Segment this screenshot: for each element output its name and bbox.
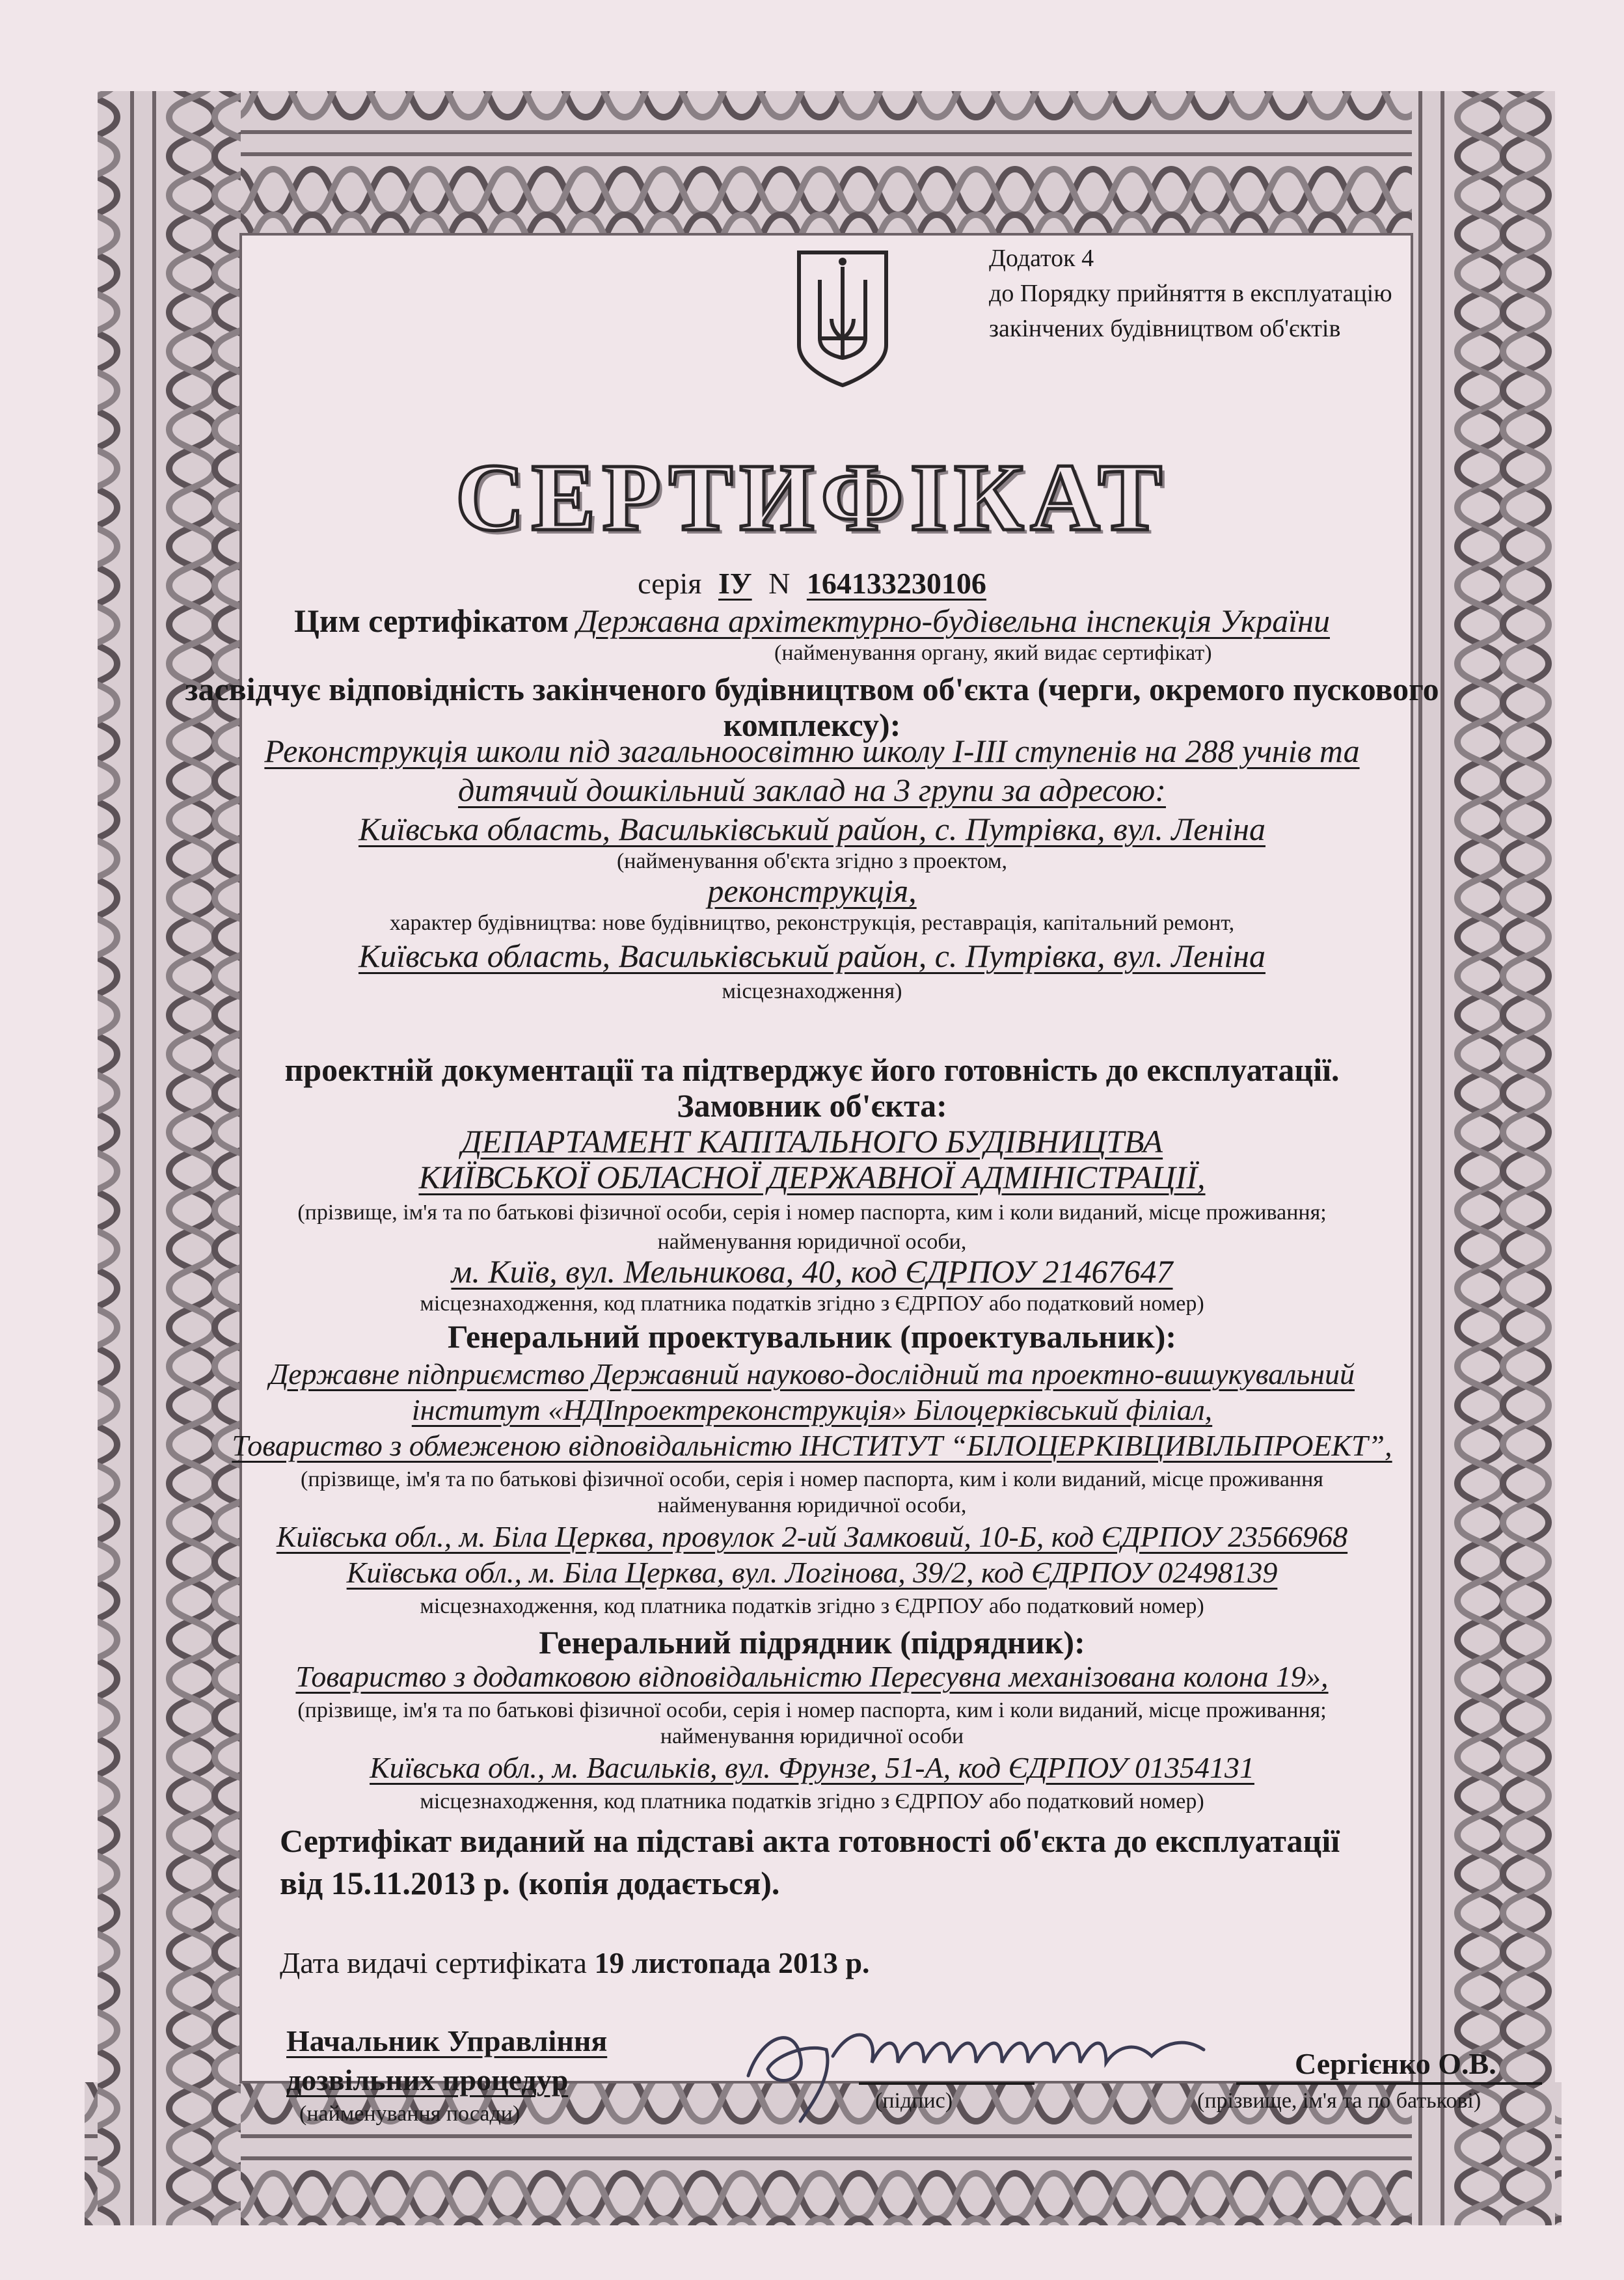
certifies-line-2: комплексу): xyxy=(723,707,901,743)
certificate-title: СЕРТИФІКАТ xyxy=(455,444,1169,551)
issue-date-label: Дата видачі сертифіката xyxy=(280,1946,587,1979)
issuer-name: Державна архітектурно-будівельна інспекція України xyxy=(576,603,1330,639)
certifies-line-1: засвідчує відповідність закінченого будівництвом об'єкта (черги, окремого пускового xyxy=(185,671,1439,707)
customer-heading: Замовник об'єкта: xyxy=(677,1087,947,1124)
designer-name-line-1: Державне підприємство Державний науково-дослідний та проектно-вишукувальний xyxy=(269,1357,1355,1391)
object-name-line-3: Київська область, Васильківський район, с. Путрівка, вул. Леніна xyxy=(359,811,1265,847)
handwritten-signature xyxy=(735,1998,1230,2128)
signer-name: Сергієнко О.В. xyxy=(1295,2047,1496,2080)
annex-line-1: Додаток 4 xyxy=(989,245,1094,272)
conformity-statement: проектній документації та підтверджує його готовність до експлуатації. xyxy=(284,1052,1340,1088)
designer-hint-1: (прізвище, ім'я та по батькові фізичної особи, серія і номер паспорта, ким і коли виданий, місце проживання xyxy=(301,1467,1323,1491)
annex-line-3: закінчених будівництвом об'єктів xyxy=(989,315,1341,342)
series-value: ІУ xyxy=(718,567,752,600)
issuer-hint: (найменування органу, який видає сертифікат) xyxy=(774,641,1212,665)
object-name-hint: (найменування об'єкта згідно з проектом, xyxy=(616,849,1008,873)
designer-heading: Генеральний проектувальник (проектувальник): xyxy=(447,1318,1177,1355)
signature-hint: (підпис) xyxy=(875,2089,953,2113)
position-hint: (найменування посади) xyxy=(299,2102,521,2126)
contractor-name: Товариство з додатковою відповідальністю Пересувна механізована колона 19», xyxy=(295,1660,1329,1693)
annex-note xyxy=(989,241,1392,346)
signer-name-hint: (прізвище, ім'я та по батькові) xyxy=(1197,2089,1482,2113)
series-line xyxy=(0,566,1624,601)
position-line-1: Начальник Управління xyxy=(286,2024,608,2057)
series-label: серія xyxy=(638,567,702,600)
customer-hint-1: (прізвище, ім'я та по батькові фізичної особи, серія і номер паспорта, ким і коли виданий, місце проживання; xyxy=(297,1201,1327,1225)
object-location-hint: місцезнаходження) xyxy=(722,979,902,1003)
issuer-prefix: Цим сертифікатом xyxy=(294,603,569,639)
issuer-line xyxy=(0,602,1624,640)
construction-type: реконструкція, xyxy=(707,873,917,909)
designer-address-hint: місцезнаходження, код платника податків згідно з ЄДРПОУ або податковий номер) xyxy=(420,1594,1204,1618)
designer-name-line-3: Товариство з обмеженою відповідальністю ІНСТИТУТ “БІЛОЦЕРКІВЦИВІЛЬПРОЕКТ”, xyxy=(232,1429,1392,1462)
issue-date-value: 19 листопада 2013 р. xyxy=(594,1946,870,1979)
designer-address-1: Київська обл., м. Біла Церква, провулок 2-ий Замковий, 10-Б, код ЄДРПОУ 23566968 xyxy=(276,1520,1348,1553)
number-label: N xyxy=(768,567,791,600)
designer-address-2: Київська обл., м. Біла Церква, вул. Логінова, 39/2, код ЄДРПОУ 02498139 xyxy=(346,1556,1278,1589)
designer-hint-2: найменування юридичної особи, xyxy=(657,1493,967,1517)
customer-hint-2: найменування юридичної особи, xyxy=(657,1230,967,1254)
contractor-address-hint: місцезнаходження, код платника податків згідно з ЄДРПОУ або податковий номер) xyxy=(420,1789,1204,1813)
basis-line-1: Сертифікат виданий на підставі акта готовності об'єкта до експлуатації xyxy=(280,1823,1340,1859)
customer-name-line-1: ДЕПАРТАМЕНТ КАПІТАЛЬНОГО БУДІВНИЦТВА xyxy=(461,1123,1163,1160)
trident-coat-of-arms-icon xyxy=(794,247,891,390)
customer-address-hint: місцезнаходження, код платника податків згідно з ЄДРПОУ або податковий номер) xyxy=(420,1292,1204,1316)
signature-line xyxy=(859,2082,1035,2085)
contractor-address: Київська обл., м. Васильків, вул. Фрунзе, 51-А, код ЄДРПОУ 01354131 xyxy=(370,1751,1254,1784)
position-line-2: дозвільних процедур xyxy=(286,2063,569,2097)
contractor-hint-1: (прізвище, ім'я та по батькові фізичної особи, серія і номер паспорта, ким і коли виданий, місце проживання; xyxy=(297,1698,1327,1722)
object-name-line-1: Реконструкція школи під загальноосвітню школу І-ІІІ ступенів на 288 учнів та xyxy=(264,733,1360,769)
certificate-number: 164133230106 xyxy=(806,567,986,600)
contractor-heading: Генеральний підрядник (підрядник): xyxy=(539,1624,1085,1661)
signer-name-line xyxy=(1236,2082,1542,2085)
basis-line-2: від 15.11.2013 р. (копія додається). xyxy=(280,1865,780,1901)
customer-name-line-2: КИЇВСЬКОЇ ОБЛАСНОЇ ДЕРЖАВНОЇ АДМІНІСТРАЦІЇ, xyxy=(418,1159,1206,1195)
annex-line-2: до Порядку прийняття в експлуатацію xyxy=(989,280,1392,307)
designer-name-line-2: інститут «НДІпроектреконструкція» Білоцерківський філіал, xyxy=(411,1393,1213,1426)
contractor-hint-2: найменування юридичної особи xyxy=(660,1724,964,1748)
construction-type-hint: характер будівництва: нове будівництво, реконструкція, реставрація, капітальний ремонт, xyxy=(389,911,1235,935)
customer-address: м. Київ, вул. Мельникова, 40, код ЄДРПОУ 21467647 xyxy=(451,1253,1173,1290)
object-name-line-2: дитячий дошкільний заклад на 3 групи за адресою: xyxy=(458,772,1166,808)
object-location: Київська область, Васильківський район, с. Путрівка, вул. Леніна xyxy=(359,938,1265,974)
issue-date-line xyxy=(280,1946,870,1980)
